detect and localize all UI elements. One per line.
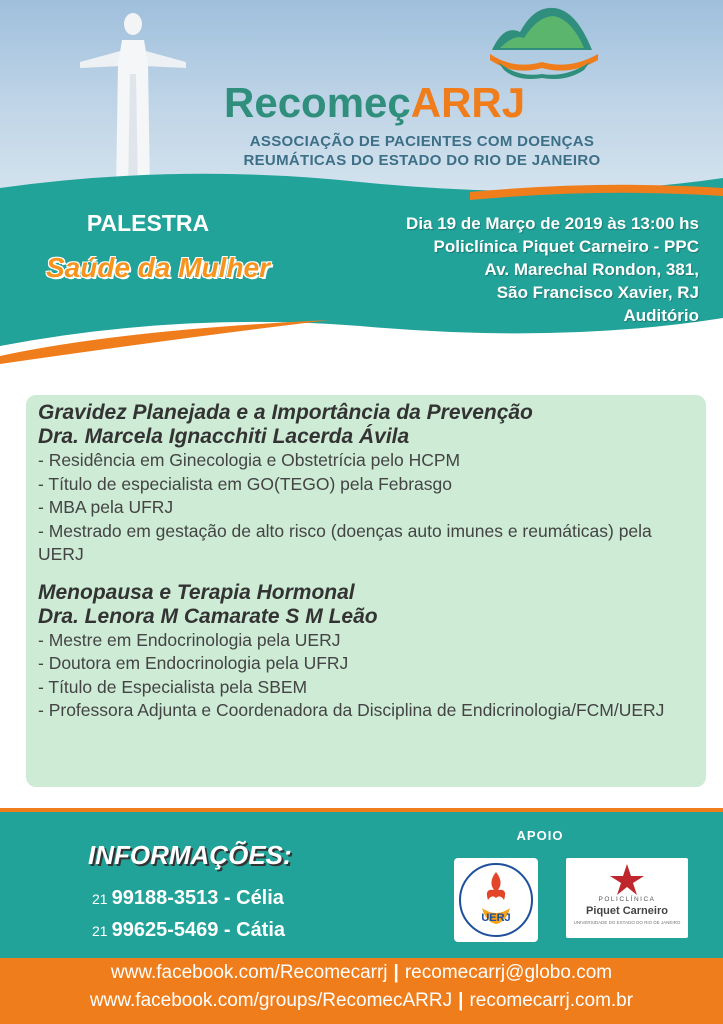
- piquet-line1: POLICLÍNICA: [598, 896, 656, 903]
- talk-title: Gravidez Planejada e a Importância da Prevenção: [38, 401, 533, 424]
- brand-part1: Recomeç: [224, 79, 411, 126]
- info-band: [0, 808, 723, 958]
- piquet-star-icon: [566, 858, 688, 898]
- email-link[interactable]: recomecarrj@globo.com: [404, 962, 613, 983]
- footer-separator: |: [458, 990, 464, 1011]
- facebook-group-link[interactable]: www.facebook.com/groups/RecomecARRJ: [89, 990, 453, 1011]
- phone-area-code: 21: [92, 891, 108, 907]
- credential-item: - Mestre em Endocrinologia pela UERJ: [38, 629, 341, 650]
- contact-phone: [92, 887, 284, 910]
- association-name: [212, 132, 632, 170]
- piquet-line2: Piquet Carneiro: [586, 905, 668, 917]
- credential-item: - MBA pela UFRJ: [38, 497, 174, 517]
- credentials-list: [38, 449, 694, 567]
- event-name: Saúde da Mulher: [45, 252, 271, 283]
- support-label: APOIO: [516, 828, 564, 843]
- info-title: INFORMAÇÕES:: [88, 840, 292, 870]
- phone-area-code: 21: [92, 923, 108, 939]
- talk-1: [38, 401, 694, 567]
- talk-speaker: Dra. Marcela Ignacchiti Lacerda Ávila: [38, 425, 410, 448]
- credential-item: - Título de Especialista pela SBEM: [38, 676, 308, 697]
- piquet-carneiro-logo: [566, 858, 688, 938]
- piquet-line3: UNIVERSIDADE DO ESTADO DO RIO DE JANEIRO: [573, 920, 681, 925]
- talk-speaker: Dra. Lenora M Camarate S M Leão: [38, 604, 378, 628]
- contact-phone: [92, 919, 285, 942]
- footer: [0, 958, 723, 1024]
- talk-title: Menopausa e Terapia Hormonal: [38, 580, 355, 604]
- footer-separator: |: [393, 962, 399, 983]
- sugarloaf-hands-logo-icon: [484, 4, 604, 82]
- credential-item: - Título de especialista em GO(TEGO) pela Febrasgo: [38, 473, 453, 494]
- event-date-time: Dia 19 de Março de 2019 às 13:00 hs: [406, 214, 699, 233]
- credential-item: - Residência em Ginecologia e Obstetrícia pelo HCPM: [38, 450, 461, 470]
- phone-number: 99188-3513 - Célia: [111, 887, 284, 909]
- association-line2: REUMÁTICAS DO ESTADO DO RIO DE JANEIRO: [243, 152, 601, 169]
- footer-line-1: [0, 962, 723, 984]
- event-room: Auditório: [623, 306, 699, 325]
- credential-item: - Doutora em Endocrinologia pela UFRJ: [38, 653, 349, 673]
- event-venue: Policlínica Piquet Carneiro - PPC: [433, 237, 699, 256]
- event-info: [299, 212, 699, 327]
- phone-number: 99625-5469 - Cátia: [111, 919, 286, 941]
- event-district: São Francisco Xavier, RJ: [496, 283, 699, 302]
- talks-box: [26, 395, 706, 787]
- uerj-label: UERJ: [481, 912, 511, 924]
- facebook-page-link[interactable]: www.facebook.com/Recomecarrj: [110, 962, 388, 983]
- brand-name: [224, 80, 604, 126]
- footer-line-2: [0, 990, 723, 1012]
- uerj-seal-icon: [454, 858, 538, 942]
- talk-2: [38, 581, 694, 723]
- brand-part2: ARRJ: [410, 79, 526, 126]
- website-link[interactable]: recomecarrj.com.br: [469, 990, 634, 1011]
- credential-item: - Professora Adjunta e Coordenadora da Disciplina de Endicrinologia/FCM/UERJ: [38, 700, 665, 720]
- event-address: Av. Marechal Rondon, 381,: [484, 260, 699, 279]
- association-line1: ASSOCIAÇÃO DE PACIENTES COM DOENÇAS: [249, 133, 595, 150]
- christ-statue-icon: [78, 4, 188, 194]
- event-kind: PALESTRA: [86, 210, 210, 236]
- credential-item: - Mestrado em gestação de alto risco (doenças auto imunes e reumáticas) pela UERJ: [38, 520, 652, 564]
- credentials-list: [38, 629, 694, 723]
